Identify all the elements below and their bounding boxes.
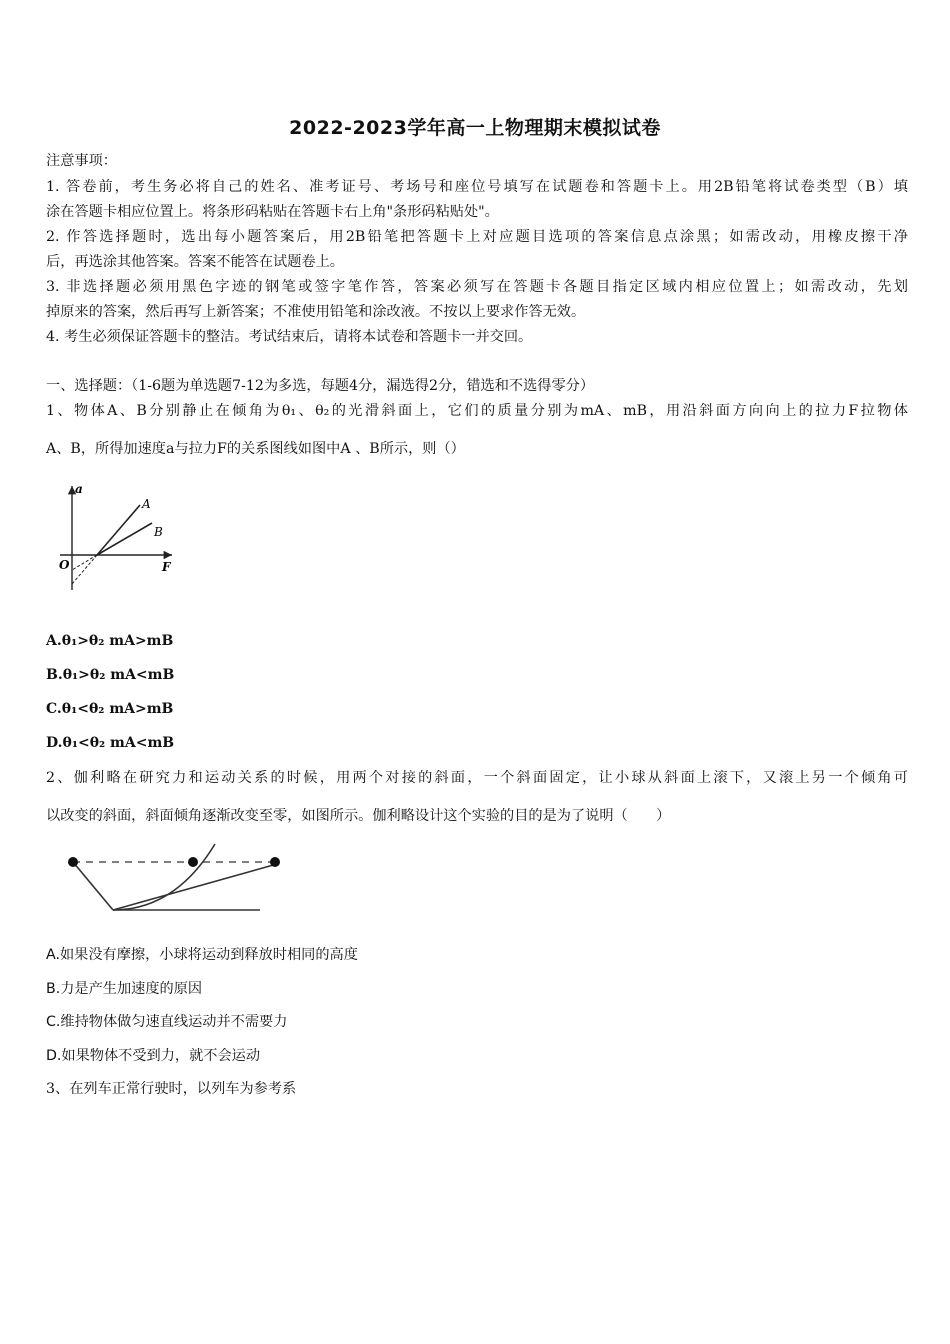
notice-line-5: 3. 非选择题必须用黑色字迹的钢笔或签字笔作答，答案必须写在答题卡各题目指定区域内相应位置上；如需改动，先划 <box>46 279 908 295</box>
line-b-label: B <box>154 525 163 539</box>
q1-option-a: A.θ₁>θ₂ mA>mB <box>46 633 174 649</box>
q2-option-b: B.力是产生加速度的原因 <box>46 981 203 997</box>
notice-line-4: 后，再选涂其他答案。答案不能答在试题卷上。 <box>46 254 344 270</box>
notice-heading: 注意事项： <box>46 153 117 169</box>
notice-line-2: 涂在答题卡相应位置上。将条形码粘贴在答题卡右上角"条形码粘贴处"。 <box>46 204 499 220</box>
ball-middle <box>188 857 198 867</box>
notice-line-6: 掉原来的答案，然后再写上新答案；不准使用铅笔和涂改液。不按以上要求作答无效。 <box>46 304 586 320</box>
question-2-line-1: 2、伽利略在研究力和运动关系的时候，用两个对接的斜面，一个斜面固定，让小球从斜面上滚下，又滚上另一个倾角可 <box>46 770 908 786</box>
section-heading: 一、选择题：（1-6题为单选题7-12为多选，每题4分，漏选得2分，错选和不选得零分） <box>46 378 595 394</box>
ball-end <box>270 857 280 867</box>
fixed-incline <box>73 862 113 910</box>
q2-option-c: C.维持物体做匀速直线运动并不需要力 <box>46 1014 288 1030</box>
q1-graph <box>50 478 190 598</box>
q1-option-b: B.θ₁>θ₂ mA<mB <box>46 667 175 683</box>
line-a <box>97 505 140 555</box>
ball-start <box>68 857 78 867</box>
q1-option-d: D.θ₁<θ₂ mA<mB <box>46 735 175 751</box>
line-a-extension <box>72 555 97 584</box>
x-axis-label: F <box>162 560 171 574</box>
q2-option-a: A.如果没有摩擦，小球将运动到释放时相同的高度 <box>46 947 358 963</box>
notice-line-1: 1. 答卷前，考生务必将自己的姓名、准考证号、考场号和座位号填写在试题卷和答题卡上。用2B铅笔将试卷类型（B）填 <box>46 179 908 195</box>
notice-line-7: 4. 考生必须保证答题卡的整洁。考试结束后，请将本试卷和答题卡一并交回。 <box>46 329 533 345</box>
y-axis-label: a <box>75 482 83 496</box>
question-1-line-2: A、B，所得加速度a与拉力F的关系图线如图中A 、B所示，则（） <box>46 441 465 457</box>
q2-incline-diagram <box>55 840 275 920</box>
q1-option-c: C.θ₁<θ₂ mA>mB <box>46 701 174 717</box>
line-b <box>97 523 152 555</box>
question-1-line-1: 1、物体A、B分别静止在倾角为θ₁、θ₂的光滑斜面上，它们的质量分别为mA、mB，用沿斜面方向向上的拉力F拉物体 <box>46 403 908 419</box>
line-a-label: A <box>142 497 151 511</box>
notice-line-3: 2. 作答选择题时，选出每小题答案后，用2B铅笔把答题卡上对应题目选项的答案信息点涂黑；如需改动，用橡皮擦干净 <box>46 229 908 245</box>
curved-incline <box>113 844 215 910</box>
line-b-extension <box>72 555 97 570</box>
question-2-line-2: 以改变的斜面，斜面倾角逐渐改变至零，如图所示。伽利略设计这个实验的目的是为了说明（ ） <box>46 808 671 824</box>
q2-option-d: D.如果物体不受到力，就不会运动 <box>46 1048 261 1064</box>
origin-label: O <box>59 558 70 572</box>
question-3-line-1: 3、在列车正常行驶时，以列车为参考系 <box>46 1081 297 1097</box>
page-title: 2022-2023学年高一上物理期末模拟试卷 <box>289 117 661 139</box>
